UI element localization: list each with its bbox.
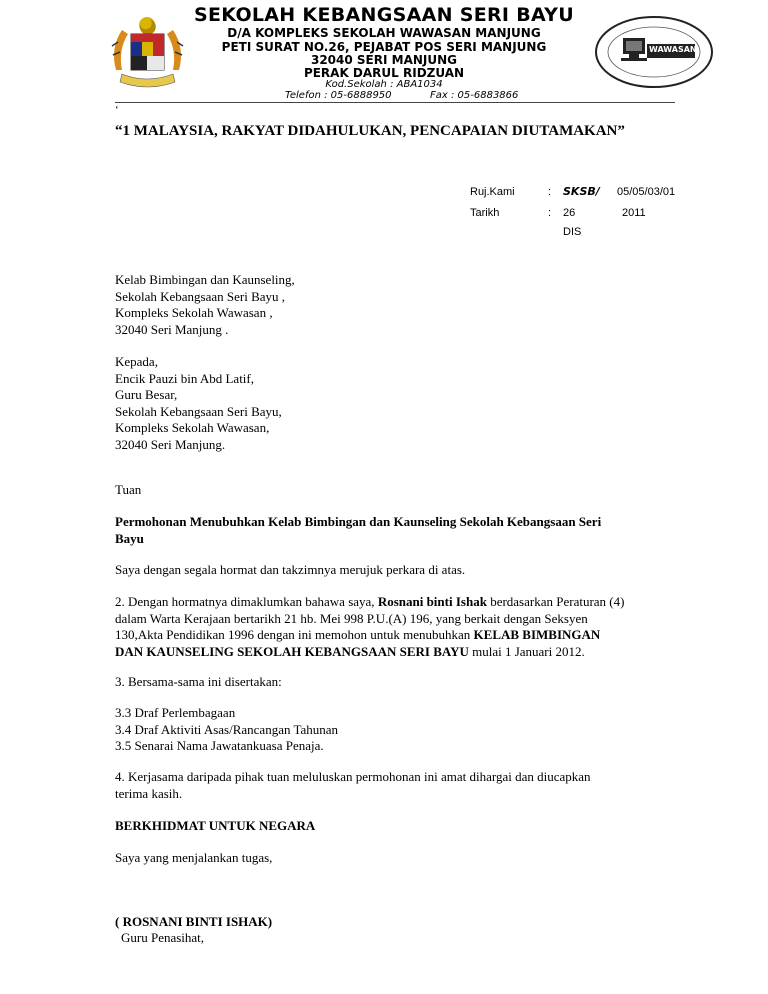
sender-line: Sekolah Kebangsaan Seri Bayu ,: [115, 288, 286, 304]
subject-line-2: Bayu: [115, 530, 144, 546]
sender-line: Kelab Bimbingan dan Kaunseling,: [115, 272, 295, 287]
school-code: Kod.Sekolah : ABA1034: [325, 79, 443, 90]
p2-club-name: KELAB BIMBINGAN: [473, 627, 601, 642]
subject: [115, 514, 655, 547]
p2-text: berdasarkan Peraturan (4): [486, 594, 625, 609]
address-line-2: PETI SURAT NO.26, PEJABAT POS SERI MANJUNG: [221, 40, 547, 54]
motto: BERKHIDMAT UNTUK NEGARA: [115, 818, 316, 833]
recipient-line: Kompleks Sekolah Wawasan,: [115, 420, 270, 435]
recipient-line: Kepada,: [115, 354, 158, 369]
paragraph-3: 3. Bersama-sama ini disertakan:: [115, 674, 282, 689]
slogan: “1 MALAYSIA, RAKYAT DIDAHULUKAN, PENCAPAIAN DIUTAMAKAN”: [115, 123, 625, 139]
ref-colon: :: [548, 186, 552, 198]
p2-line-2: dalam Warta Kerajaan bertarikh 21 hb. Mei 998 P.U.(A) 196, yang berkait dengan Seksyen: [115, 610, 588, 626]
header-divider: [115, 102, 675, 103]
p4-line-1: 4. Kerjasama daripada pihak tuan meluluskan permohonan ini amat dihargai dan diucapkan: [115, 769, 591, 784]
sender-address: [115, 272, 655, 338]
attachment-item: 3.4 Draf Aktiviti Asas/Rancangan Tahunan: [115, 721, 339, 737]
p2-club-name: DAN KAUNSELING SEKOLAH KEBANGSAAN SERI BAYU: [115, 643, 469, 659]
p4-line-2: terima kasih.: [115, 785, 183, 801]
paragraph-1: Saya dengan segala hormat dan takzimnya merujuk perkara di atas.: [115, 562, 466, 577]
p2-applicant-name: Rosnani binti Ishak: [377, 594, 487, 609]
phone-number: Telefon : 05-6888950: [285, 90, 392, 101]
attachment-item: 3.3 Draf Perlembagaan: [115, 705, 236, 720]
ref-label: Ruj.Kami: [470, 186, 515, 198]
signatory-title: Guru Penasihat,: [121, 930, 205, 945]
recipient-line: 32040 Seri Manjung.: [115, 436, 226, 452]
date-colon: :: [548, 207, 552, 219]
recipient-line: Encik Pauzi bin Abd Latif,: [115, 370, 255, 386]
sender-line: 32040 Seri Manjung .: [115, 321, 229, 337]
date-label: Tarikh: [470, 207, 500, 219]
address-line-1: D/A KOMPLEKS SEKOLAH WAWASAN MANJUNG: [227, 26, 541, 40]
salutation: Tuan: [115, 482, 142, 497]
sender-line: Kompleks Sekolah Wawasan ,: [115, 305, 273, 320]
school-name: SEKOLAH KEBANGSAAN SERI BAYU: [194, 4, 574, 26]
p2-text: 2. Dengan hormatnya dimaklumkan bahawa saya,: [115, 594, 378, 609]
address-line-4: PERAK DARUL RIDZUAN: [303, 66, 465, 80]
ref-prefix: SKSB/: [563, 185, 600, 198]
p2-text: mulai 1 Januari 2012.: [468, 643, 585, 659]
date-year: 2011: [622, 207, 646, 219]
date-month: DIS: [563, 226, 582, 238]
paragraph-2: [115, 594, 655, 660]
address-line-3: 32040 SERI MANJUNG: [310, 53, 458, 67]
recipient-line: Guru Besar,: [115, 387, 178, 402]
recipient-line: Sekolah Kebangsaan Seri Bayu,: [115, 403, 282, 419]
paragraph-4: [115, 769, 655, 802]
closing: Saya yang menjalankan tugas,: [115, 850, 273, 865]
ref-number: 05/05/03/01: [617, 186, 676, 198]
p2-text: 130,Akta Pendidikan 1996 dengan ini memohon untuk menubuhkan: [115, 627, 474, 642]
logo-wordmark: WAWASAN: [649, 45, 697, 54]
date-day: 26: [563, 207, 576, 219]
attachment-list: [115, 705, 655, 755]
fax-number: Fax : 05-6883866: [430, 90, 519, 101]
stray-mark: ‘: [115, 104, 119, 116]
attachment-item: 3.5 Senarai Nama Jawatankuasa Penaja.: [115, 738, 324, 753]
recipient-address: [115, 354, 655, 453]
subject-line-1: Permohonan Menubuhkan Kelab Bimbingan dan Kaunseling Sekolah Kebangsaan Seri: [115, 514, 602, 529]
signatory-name: ( ROSNANI BINTI ISHAK): [115, 914, 273, 929]
